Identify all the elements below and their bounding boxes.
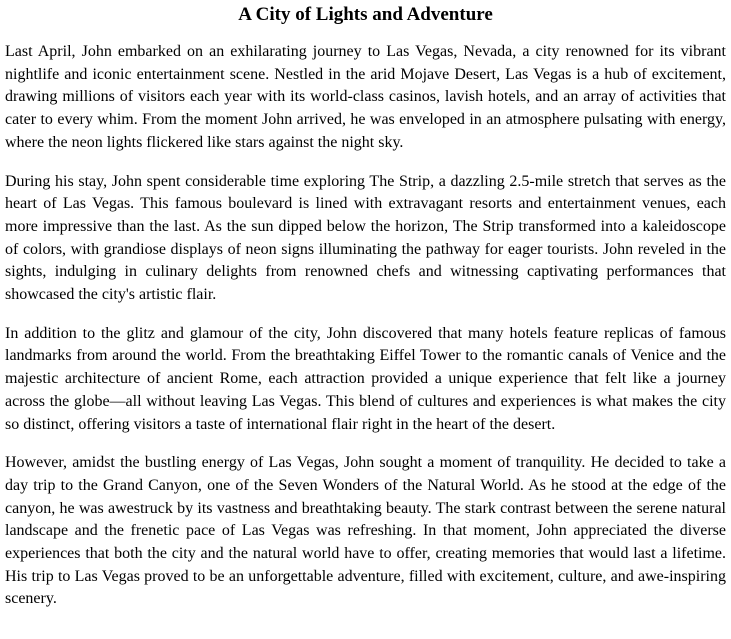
paragraph-1: Last April, John embarked on an exhilarating journey to Las Vegas, Nevada, a city renowned for its vibrant nightlife and iconic entertainment scene. Nestled in the arid Mojave Desert, Las Vegas is a hub of excitement, drawing millions of visitors each year with its world-class casinos, lavish hotels, and an array of activities that cater to every whim. From the moment John arrived, he was enveloped in an atmosphere pulsating with energy, where the neon lights flickered like stars against the night sky. <box>5 43 726 151</box>
paragraph-4: However, amidst the bustling energy of Las Vegas, John sought a moment of tranquility. He decided to take a day trip to the Grand Canyon, one of the Seven Wonders of the Natural World. As he stood at the edge of the canyon, he was awestruck by its vastness and breathtaking beauty. The stark contrast between the serene natural landscape and the frenetic pace of Las Vegas was refreshing. In that moment, John appreciated the diverse experiences that both the city and the natural world have to offer, creating memories that would last a lifetime. His trip to Las Vegas proved to be an unforgettable adventure, filled with excitement, culture, and awe-inspiring scenery. <box>5 454 726 608</box>
paragraph-3: In addition to the glitz and glamour of the city, John discovered that many hotels feature replicas of famous landmarks from around the world. From the breathtaking Eiffel Tower to the romantic canals of Venice and the majestic architecture of ancient Rome, each attraction provided a unique experience that felt like a journey across the globe—all without leaving Las Vegas. This blend of cultures and experiences is what makes the city so distinct, offering visitors a taste of international flair right in the heart of the desert. <box>5 324 726 433</box>
document-title: A City of Lights and Adventure <box>238 4 493 25</box>
paragraph-2: During his stay, John spent considerable time exploring The Strip, a dazzling 2.5-mile stretch that serves as the heart of Las Vegas. This famous boulevard is lined with extravagant resorts and entertainment venues, each more impressive than the last. As the sun dipped below the horizon, The Strip transformed into a kaleidoscope of colors, with grandiose displays of neon signs illuminating the pathway for eager tourists. John reveled in the sights, indulging in culinary delights from renowned chefs and witnessing captivating performances that showcased the city's artistic flair. <box>5 172 726 304</box>
